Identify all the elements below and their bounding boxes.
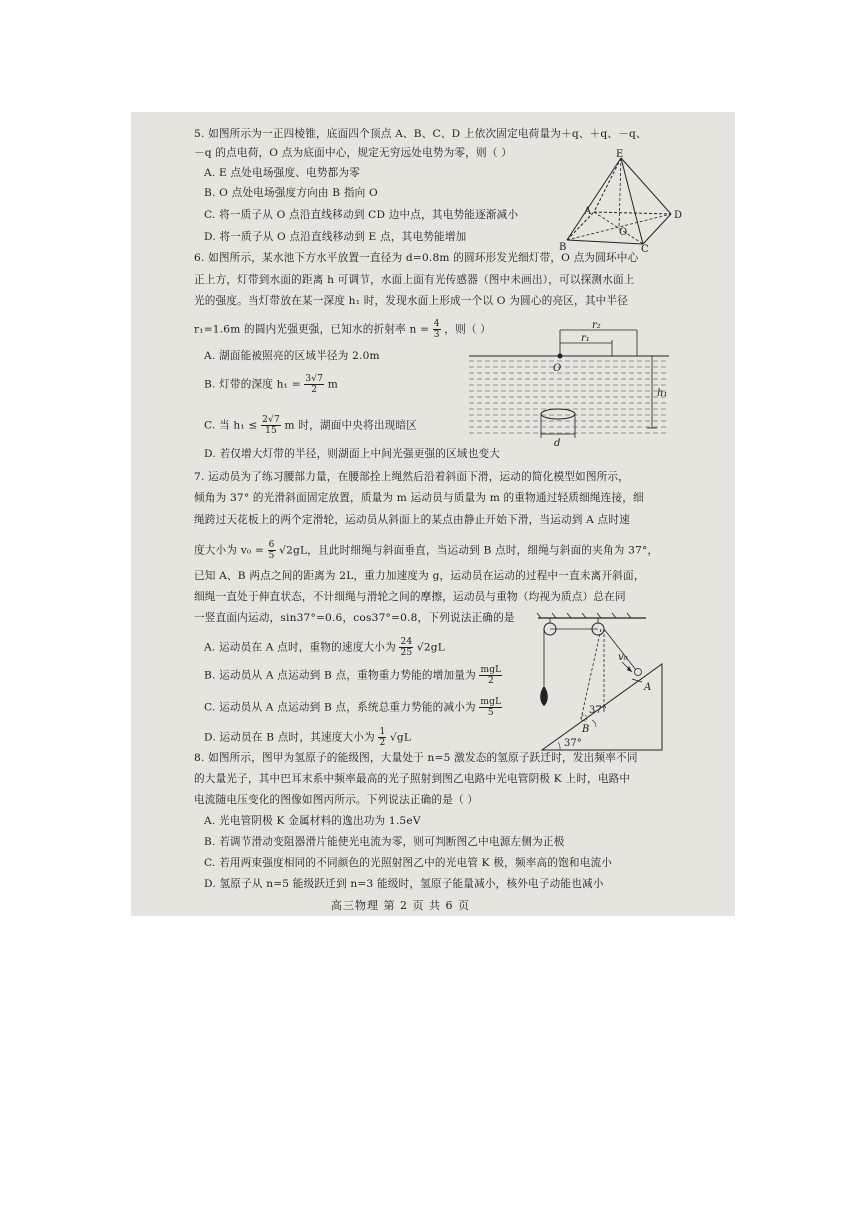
q6-b-denominator: 2 <box>311 385 318 395</box>
pyramid-label-o: O <box>619 227 628 238</box>
q7-c-numerator: mgL <box>480 697 502 707</box>
incline-figure <box>526 612 671 752</box>
q8-option-b: B. 若调节滑动变阻器滑片能使光电流为零，则可判断图乙中电源左侧为正极 <box>204 836 565 848</box>
q6-option-c <box>204 415 417 436</box>
q7-option-d <box>204 727 411 748</box>
q6-n-numerator: 4 <box>433 319 440 329</box>
q7-b-denominator: 2 <box>487 676 494 686</box>
q7-a-fraction <box>399 637 413 658</box>
q7-stem-line6: 细绳一直处于伸直状态，不计细绳与滑轮之间的摩擦，运动员与重物（均视为质点）总在同 <box>194 591 626 603</box>
q6-b-fraction <box>304 374 324 395</box>
q6-stem-line2: 正上方，灯带到水面的距离 h 可调节，水面上面有光传感器（图中未画出），可以探测水面上 <box>194 274 635 286</box>
pool-label-r1: r₁ <box>581 333 590 344</box>
pyramid-figure <box>559 148 694 252</box>
q6-stem-line3: 光的强度。当灯带放在某一深度 h₁ 时，发现水面上形成一个以 O 为圆心的亮区，其中半径 <box>194 295 628 307</box>
q7-d-post: √gL <box>389 731 412 744</box>
q6-c-fraction <box>261 415 281 436</box>
q7-a-post: √2gL <box>416 641 446 654</box>
q7-c-fraction <box>479 697 502 718</box>
weight-icon <box>540 686 548 706</box>
q7-option-b <box>204 665 502 686</box>
q6-n-denominator: 3 <box>433 330 440 340</box>
incline-label-angle-slope: 37° <box>564 738 582 749</box>
q5-option-c: C. 将一质子从 O 点沿直线移动到 CD 边中点，其电势能逐渐减小 <box>204 209 519 221</box>
pyramid-label-b: B <box>559 242 567 252</box>
q8-option-c: C. 若用两束强度相同的不同颜色的光照射图乙中的光电管 K 极，频率高的饱和电流小 <box>204 857 613 869</box>
pool-label-d: d <box>554 438 561 446</box>
q7-a-numerator: 24 <box>400 637 413 647</box>
q7-line4-pre: 度大小为 v₀ = <box>194 544 265 557</box>
pyramid-label-a: A <box>584 206 592 217</box>
q7-stem-line1: 7. 运动员为了练习腰部力量，在腰部拴上绳然后沿着斜面下滑，运动的简化模型如图所示， <box>194 471 630 483</box>
q7-c-pre: C. 运动员从 A 点运动到 B 点，系统总重力势能的减小为 <box>204 701 476 714</box>
q5-stem-line1: 5. 如图所示为一正四棱锥，底面四个顶点 A、B、C、D 上依次固定电荷量为＋q、＋q、－q、 <box>194 128 647 140</box>
q7-stem-line4 <box>194 540 658 561</box>
q6-option-d: D. 若仅增大灯带的半径，则湖面上中间光强更强的区域也变大 <box>204 448 501 460</box>
q7-line4-post: √2gL，且此时细绳与斜面垂直，当运动到 B 点时，细绳与斜面的夹角为 37°， <box>279 544 659 557</box>
q6-b-pre: B. 灯带的深度 h₁ = <box>204 378 301 391</box>
exam-page <box>131 112 735 916</box>
pool-label-o: O <box>553 363 562 374</box>
q7-b-fraction <box>479 665 502 686</box>
q7-a-denominator: 25 <box>400 648 413 658</box>
q8-option-d: D. 氢原子从 n=5 能级跃迁到 n=3 能级时，氢原子能量减小，核外电子动能也减小 <box>204 878 604 890</box>
q5-option-a: A. E 点处电场强度、电势都为零 <box>204 167 361 179</box>
incline-label-angle-rope: 37° <box>589 705 607 716</box>
q7-a-pre: A. 运动员在 A 点时，重物的速度大小为 <box>204 641 396 654</box>
q7-v0-denominator: 5 <box>268 551 275 561</box>
q6-refractive-index-fraction <box>433 319 441 340</box>
q6-stem-line1: 6. 如图所示，某水池下方水平放置一直径为 d=0.8m 的圆环形发光细灯带，O 点为圆环中心 <box>194 252 639 264</box>
pyramid-label-d: D <box>674 210 683 221</box>
q6-b-numerator: 3√7 <box>305 374 324 384</box>
athlete-at-a <box>635 669 642 676</box>
q7-d-denominator: 2 <box>379 738 386 748</box>
q6-b-post: m <box>327 378 338 391</box>
q6-line4-pre: r₁=1.6m 的圆内光强更强，已知水的折射率 n = <box>194 323 430 336</box>
q5-option-d: D. 将一质子从 O 点沿直线移动到 E 点，其电势能增加 <box>204 231 467 243</box>
q7-b-numerator: mgL <box>480 665 502 675</box>
q6-c-post: m 时，湖面中央将出现暗区 <box>284 419 418 432</box>
q7-v0-fraction <box>268 540 276 561</box>
q7-option-c <box>204 697 502 718</box>
pyramid-label-c: C <box>641 244 649 252</box>
pyramid-label-e: E <box>616 149 624 160</box>
incline-label-a: A <box>644 682 652 693</box>
q7-v0-numerator: 6 <box>268 540 275 550</box>
q7-d-pre: D. 运动员在 B 点时，其速度大小为 <box>204 731 375 744</box>
q6-c-numerator: 2√7 <box>262 415 280 425</box>
q7-stem-line7: 一竖直面内运动，sin37°=0.6，cos37°=0.8，下列说法正确的是 <box>194 612 515 624</box>
q5-stem-line2: －q 的点电荷，O 点为底面中心，规定无穷远处电势为零，则（ ） <box>194 147 512 159</box>
q7-c-denominator: 5 <box>487 708 494 718</box>
q8-stem-line1: 8. 如图所示，图甲为氢原子的能级图，大量处于 n=5 激发态的氢原子跃迁时，发出频率不同 <box>194 752 638 764</box>
q7-d-numerator: 1 <box>379 727 386 737</box>
pool-figure <box>469 316 679 446</box>
q7-stem-line5: 已知 A、B 两点之间的距离为 2L，重力加速度为 g，运动员在运动的过程中一直未离开斜面， <box>194 570 645 582</box>
q6-option-b <box>204 374 338 395</box>
pool-label-h1: h₁ <box>657 388 668 399</box>
q6-stem-line4 <box>194 319 491 340</box>
q6-c-denominator: 15 <box>265 426 277 436</box>
q7-option-a <box>204 637 445 658</box>
pool-water <box>469 356 669 436</box>
q8-option-a: A. 光电管阴极 K 金属材料的逸出功为 1.5eV <box>204 815 421 827</box>
q6-c-pre: C. 当 h₁ ≤ <box>204 419 258 432</box>
page-footer: 高三物理 第 2 页 共 6 页 <box>331 899 470 912</box>
q7-stem-line3: 绳跨过天花板上的两个定滑轮，运动员从斜面上的某点由静止开始下滑，当运动到 A 点时速 <box>194 514 630 526</box>
q7-b-pre: B. 运动员从 A 点运动到 B 点，重物重力势能的增加量为 <box>204 669 476 682</box>
incline-label-b: B <box>582 724 590 735</box>
q8-stem-line2: 的大量光子，其中巴耳末系中频率最高的光子照射到图乙电路中光电管阴极 K 上时，电路中 <box>194 773 631 785</box>
q7-d-fraction <box>378 727 386 748</box>
q5-option-b: B. O 点处电场强度方向由 B 指向 O <box>204 187 378 199</box>
incline-label-v0: v₀ <box>618 652 628 663</box>
pool-label-r2: r₂ <box>592 320 601 331</box>
q6-line4-post: ，则（ ） <box>444 323 492 336</box>
q8-stem-line3: 电流随电压变化的图像如图丙所示。下列说法正确的是（ ） <box>194 794 479 806</box>
q7-stem-line2: 倾角为 37° 的光滑斜面固定放置，质量为 m 运动员与质量为 m 的重物通过轻质细绳连接，细 <box>194 492 644 504</box>
q6-option-a: A. 湖面能被照亮的区域半径为 2.0m <box>204 350 380 362</box>
